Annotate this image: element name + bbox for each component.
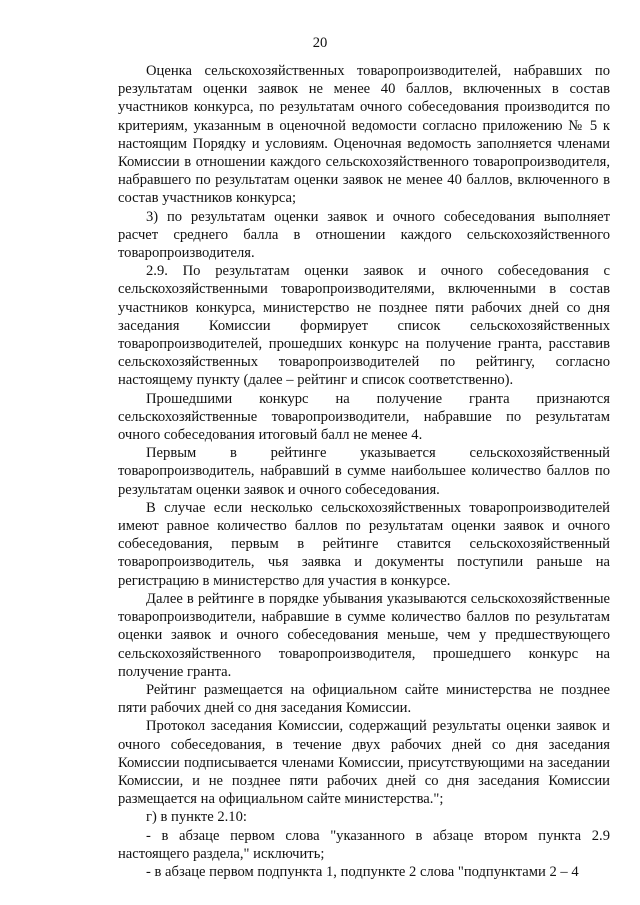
paragraph-rating-publication: Рейтинг размещается на официальном сайте министерства не позднее пяти рабочих дней со дня заседания Комиссии. <box>118 681 610 717</box>
paragraph-amendment-2: - в абзаце первом подпункта 1, подпункте 2 слова "подпунктами 2 – 4 <box>146 863 579 880</box>
paragraph-passed-criteria: Прошедшими конкурс на получение гранта признаются сельскохозяйственные товаропроизводители, набравшие по результатам очного собеседования итоговый балл не менее 4. <box>118 390 610 444</box>
document-body <box>118 62 610 881</box>
page-number: 20 <box>312 35 328 51</box>
paragraph-amendment-1: - в абзаце первом слова "указанного в абзаце втором пункта 2.9 настоящего раздела," исключить; <box>118 827 610 862</box>
paragraph-first-in-rating: Первым в рейтинге указывается сельскохозяйственный товаропроизводитель, набравший в сумме наибольшее количество баллов по результатам оценки заявок и очного собеседования. <box>118 445 610 498</box>
paragraph-average-score: 3) по результатам оценки заявок и очного собеседования выполняет расчет среднего балла в отношении каждого сельскохозяйственного товаропроизводителя. <box>118 208 610 262</box>
paragraph-2-9: 2.9. По результатам оценки заявок и очного собеседования с сельскохозяйственными товаропроизводителями, включенными в состав участников конкурса, министерство не позднее пяти рабочих дней со дня заседания Комиссии формирует список сельскохозяйственных товаропроизводителей, прошедших конкурс на получение гранта, расставив сельскохозяйственных товаропроизводителей по рейтингу, согласно настоящему пункту (далее – рейтинг и список соответственно). <box>118 263 610 389</box>
paragraph-protocol: Протокол заседания Комиссии, содержащий результаты оценки заявок и очного собеседования, в течение двух рабочих дней со дня заседания Комиссии подписывается членами Комиссии, присутствующими на заседании Комиссии, и не позднее пяти рабочих дней со дня заседания Комиссии размещается на официальном сайте министерства."; <box>118 718 610 808</box>
paragraph-descending-order: Далее в рейтинге в порядке убывания указываются сельскохозяйственные товаропроизводители, набравшие в сумме количество баллов по результатам оценки заявок и очного собеседования меньше, чем у предшествующего сельскохозяйственного товаропроизводителя, прошедшего конкурс на получение гранта. <box>118 590 610 680</box>
paragraph-evaluation: Оценка сельскохозяйственных товаропроизводителей, набравших по результатам оценки заявок не менее 40 баллов, включенных в состав участников конкурса, по результатам очного собеседования производится по критериям, указанным в оценочной ведомости согласно приложению № 5 к настоящим Порядку и условиям. Оценочная ведомость заполняется членами Комиссии в отношении каждого сельскохозяйственного товаропроизводителя, набравшего по результатам оценки заявок не менее 40 баллов, включенного в состав участников конкурса; <box>118 63 610 207</box>
paragraph-equal-scores: В случае если несколько сельскохозяйственных товаропроизводителей имеют равное количество баллов по результатам оценки заявок и очного собеседования, первым в рейтинге ставится сельскохозяйственный товаропроизводитель, чья заявка и документы поступили раньше на регистрацию в министерство для участия в конкурсе. <box>118 499 610 589</box>
paragraph-item-g: г) в пункте 2.10: <box>146 809 247 826</box>
